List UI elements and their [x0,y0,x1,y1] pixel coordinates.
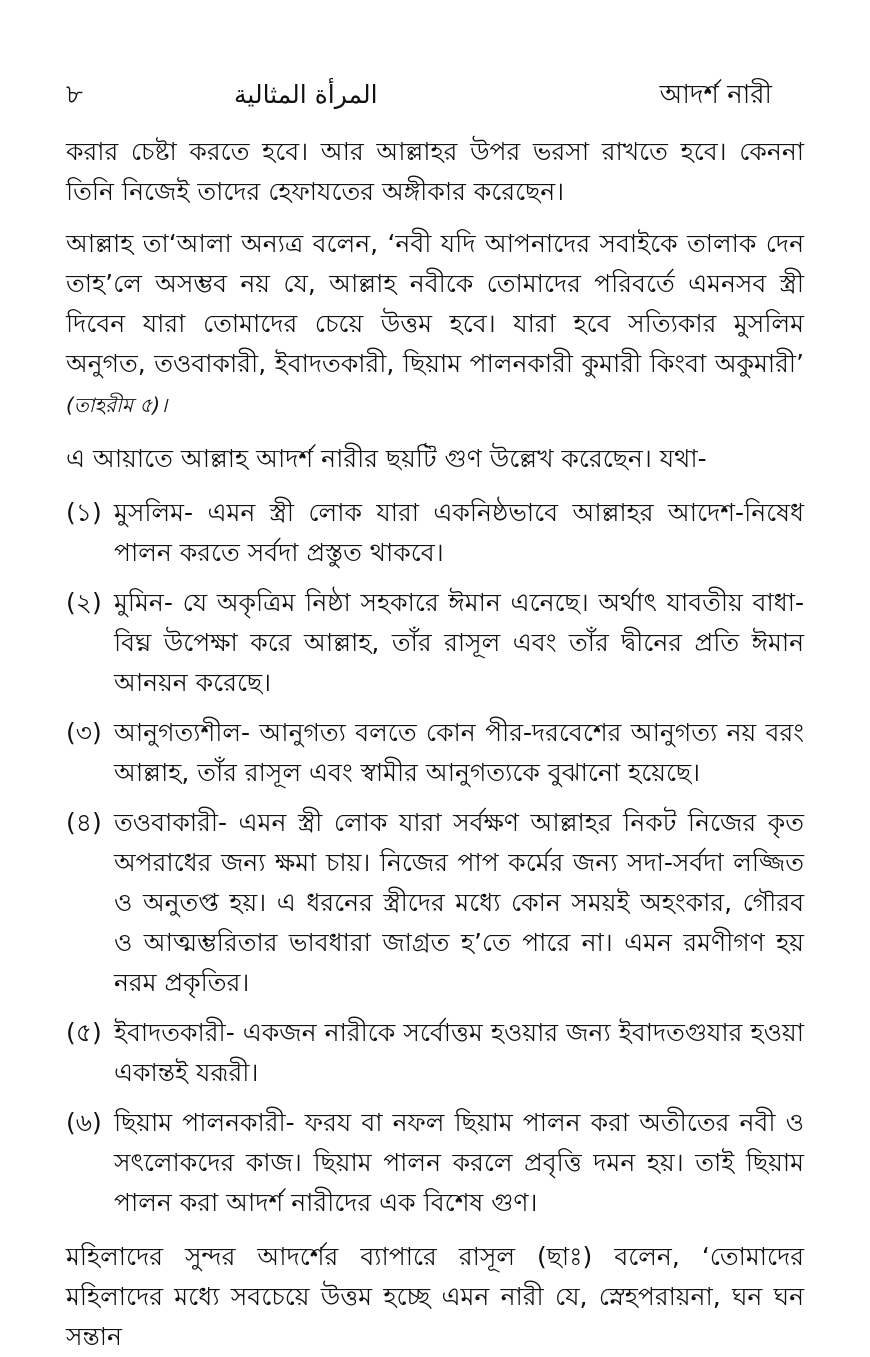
list-marker: (৫) [66,1018,102,1047]
list-marker: (২) [66,588,102,617]
arabic-running-title: المرأة المثالية [234,80,378,109]
list-item-text: ছিয়াম পালনকারী- ফরয বা নফল ছিয়াম পালন করা অতীতের নবী ও সৎলোকদের কাজ। ছিয়াম পালন করলে প্রবৃত্তি দমন হয়। তাই ছিয়াম পালন করা আদর্শ নারীদের এক বিশেষ গুণ। [114,1108,804,1217]
list-item [66,583,804,703]
list-item [66,1013,804,1093]
list-item [66,713,804,793]
list-marker: (৬) [66,1108,102,1137]
page-header [66,70,804,120]
quote-citation: (তাহরীম ৫)। [66,393,168,417]
quote-text: আল্লাহ তা‘আলা অন্যত্র বলেন, ‘নবী যদি আপনাদের সবাইকে তালাক দেন তাহ’লে অসম্ভব নয় যে, আল্লাহ নবীকে তোমাদের পরিবর্তে এমনসব স্ত্রী দিবেন যারা তোমাদের চেয়ে উত্তম হবে। যারা হবে সত্যিকার মুসলিম অনুগত, তওবাকারী, ইবাদতকারী, ছিয়াম পালনকারী কুমারী কিংবা অকুমারী’ [66,229,804,378]
paragraph-hadith: মহিলাদের সুন্দর আদর্শের ব্যাপারে রাসূল (ছাঃ) বলেন, ‘তোমাদের মহিলাদের মধ্যে সবচেয়ে উত্তম হচ্ছে এমন নারী যে, স্নেহপরায়না, ঘন ঘন সন্তান [66,1242,804,1351]
list-item-text: তওবাকারী- এমন স্ত্রী লোক যারা সর্বক্ষণ আল্লাহর নিকট নিজের কৃত অপরাধের জন্য ক্ষমা চায়। নিজের পাপ কর্মের জন্য সদা-সর্বদা লজ্জিত ও অনুতপ্ত হয়। এ ধরনের স্ত্রীদের মধ্যে কোন সময়ই অহংকার, গৌরব ও আত্মম্ভরিতার ভাবধারা জাগ্রত হ’তে পারে না। এমন রমণীগণ হয় নরম প্রকৃতির। [114,808,804,997]
bengali-running-title: আদর্শ নারী [659,80,772,110]
qualities-list [66,493,804,1223]
list-marker: (১) [66,498,102,527]
paragraph-quran-quote [66,224,804,425]
list-item-text: মুসলিম- এমন স্ত্রী লোক যারা একনিষ্ঠভাবে আল্লাহর আদেশ-নিষেধ পালন করতে সর্বদা প্রস্তুত থাকবে। [114,498,804,567]
list-item [66,803,804,1003]
list-marker: (৪) [66,808,102,837]
list-item-text: মুমিন- যে অকৃত্রিম নিষ্ঠা সহকারে ঈমান এনেছে। অর্থাৎ যাবতীয় বাধা-বিঘ্ন উপেক্ষা করে আল্লাহ, তাঁর রাসূল এবং তাঁর দ্বীনের প্রতি ঈমান আনয়ন করেছে। [114,588,804,697]
list-marker: (৩) [66,718,102,747]
list-item [66,493,804,573]
paragraph-continuation: করার চেষ্টা করতে হবে। আর আল্লাহর উপর ভরসা রাখতে হবে। কেননা তিনি নিজেই তাদের হেফাযতের অঙ্গীকার করেছেন। [66,137,804,206]
page-number: ৮ [66,80,83,110]
list-item-text: আনুগত্যশীল- আনুগত্য বলতে কোন পীর-দরবেশের আনুগত্য নয় বরং আল্লাহ, তাঁর রাসূল এবং স্বামীর আনুগত্যকে বুঝানো হয়েছে। [114,718,804,787]
paragraph-intro-list: এ আয়াতে আল্লাহ আদর্শ নারীর ছয়টি গুণ উল্লেখ করেছেন। যথা- [66,444,707,473]
page-body [66,132,804,1357]
list-item-text: ইবাদতকারী- একজন নারীকে সর্বোত্তম হওয়ার জন্য ইবাদতগুযার হওয়া একান্তই যরূরী। [114,1018,804,1087]
list-item [66,1103,804,1223]
